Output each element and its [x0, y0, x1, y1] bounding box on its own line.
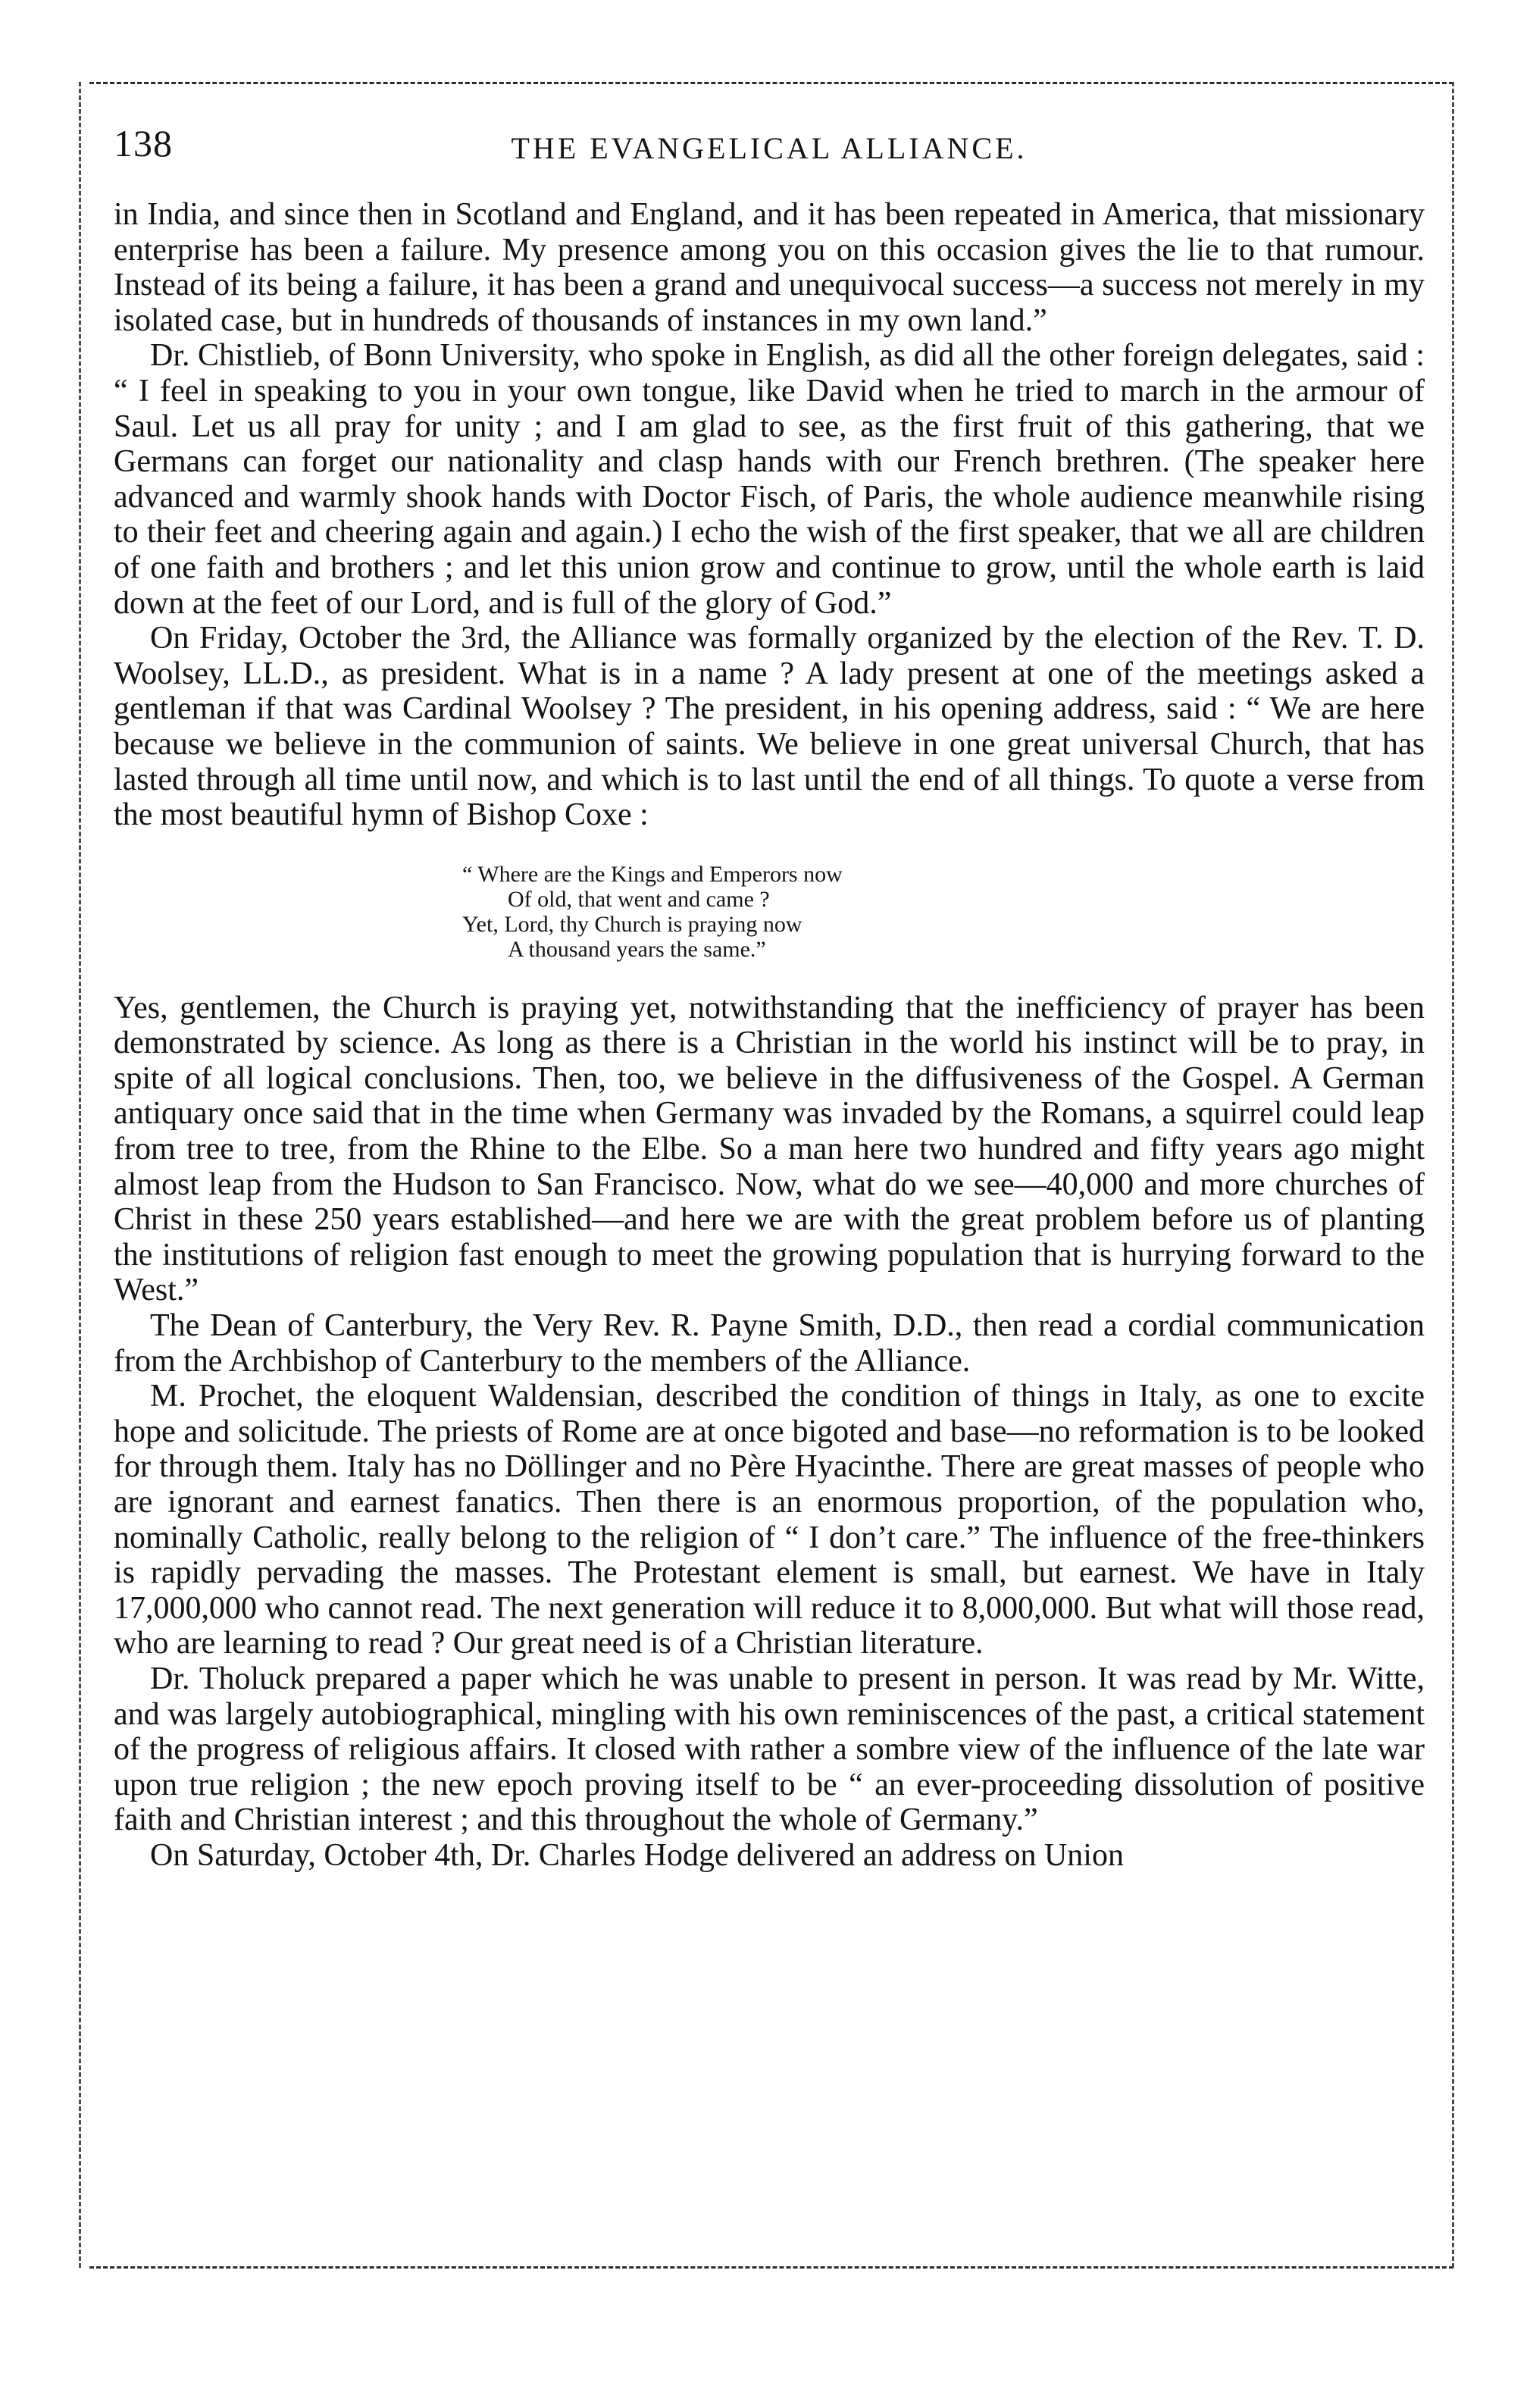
page-frame-bottom-rule: [89, 2266, 1453, 2269]
hymn-line: Of old, that went and came ?: [508, 886, 770, 912]
page-frame-top-rule: [89, 82, 1453, 84]
paragraph-tholuck: Dr. Tholuck prepared a paper which he was unable to present in person. It was read by Mr. Witte, and was largely autobiographical, mingling with his own reminiscences of the past, a critical statement of the progress of religious affairs. It closed with rather a sombre view of the influence of the late war upon true religion ; the new epoch proving itself to be “ an ever-proceeding dissolution of positive faith and Christian interest ; and this throughout the whole of Germany.”: [114, 1661, 1425, 1838]
paragraph-dean-canterbury: The Dean of Canterbury, the Very Rev. R. Payne Smith, D.D., then read a cordial communication from the Archbishop of Canterbury to the members of the Alliance.: [114, 1308, 1425, 1379]
running-head: [114, 121, 1425, 174]
hymn-quote: [114, 862, 1425, 962]
paragraph-continued: in India, and since then in Scotland and England, and it has been repeated in America, that missionary enterprise has been a failure. My presence among you on this occasion gives the lie to that rumour. Instead of its being a failure, it has been a grand and unequivocal success—a success not merely in my isolated case, but in hundreds of thousands of instances in my own land.”: [114, 197, 1425, 338]
hymn-line: “ Where are the Kings and Emperors now: [462, 861, 843, 887]
page-frame-right-rule: [1452, 82, 1454, 2268]
running-title: THE EVANGELICAL ALLIANCE.: [511, 131, 1028, 165]
page-number: 138: [114, 122, 173, 164]
paragraph-prochet: M. Prochet, the eloquent Waldensian, described the condition of things in Italy, as one to excite hope and solicitude. The priests of Rome are at once bigoted and base—no reformation is to be looked for through them. Italy has no Döllinger and no Père Hyacinthe. There are great masses of people who are ignorant and earnest fanatics. Then there is an enormous proportion, of the population who, nominally Catholic, really belong to the religion of “ I don’t care.” The influence of the free-thinkers is rapidly pervading the masses. The Protestant element is small, but earnest. We have in Italy 17,000,000 who cannot read. The next generation will reduce it to 8,000,000. But what will those read, who are learning to read ? Our great need is of a Christian literature.: [114, 1379, 1425, 1661]
hymn-line: Yet, Lord, thy Church is praying now: [462, 911, 802, 937]
hymn-line: A thousand years the same.”: [508, 936, 766, 962]
paragraph-christlieb: Dr. Chistlieb, of Bonn University, who spoke in English, as did all the other foreign delegates, said : “ I feel in speaking to you in your own tongue, like David when he tried to march in the armour of Saul. Let us all pray for unity ; and I am glad to see, as the first fruit of this gathering, that we Germans can forget our nationality and clasp hands with our French brethren. (The speaker here advanced and warmly shook hands with Doctor Fisch, of Paris, the whole audience meanwhile rising to their feet and cheering again and again.) I echo the wish of the first speaker, that we all are children of one faith and brothers ; and let this union grow and continue to grow, until the whole earth is laid down at the feet of our Lord, and is full of the glory of God.”: [114, 338, 1425, 621]
paragraph-church-praying: Yes, gentlemen, the Church is praying yet, notwithstanding that the inefficiency of prayer has been demonstrated by science. As long as there is a Christian in the world his instinct will be to pray, in spite of all logical conclusions. Then, too, we believe in the diffusiveness of the Gospel. A German antiquary once said that in the time when Germany was invaded by the Romans, a squirrel could leap from tree to tree, from the Rhine to the Elbe. So a man here two hundred and fifty years ago might almost leap from the Hudson to San Francisco. Now, what do we see—40,000 and more churches of Christ in these 250 years established—and here we are with the great problem before us of planting the institutions of religion fast enough to meet the growing population that is hurrying forward to the West.”: [114, 990, 1425, 1308]
paragraph-friday-organization: On Friday, October the 3rd, the Alliance was formally organized by the election of the Rev. T. D. Woolsey, LL.D., as president. What is in a name ? A lady present at one of the meetings asked a gentleman if that was Cardinal Woolsey ? The president, in his opening address, said : “ We are here because we believe in the communion of saints. We believe in one great universal Church, that has lasted through all time until now, and which is to last until the end of all things. To quote a verse from the most beautiful hymn of Bishop Coxe :: [114, 621, 1425, 833]
page-frame-left-rule: [79, 82, 81, 2268]
text-column: [114, 121, 1425, 1874]
paragraph-saturday-hodge: On Saturday, October 4th, Dr. Charles Hodge delivered an address on Union: [150, 1837, 1124, 1873]
